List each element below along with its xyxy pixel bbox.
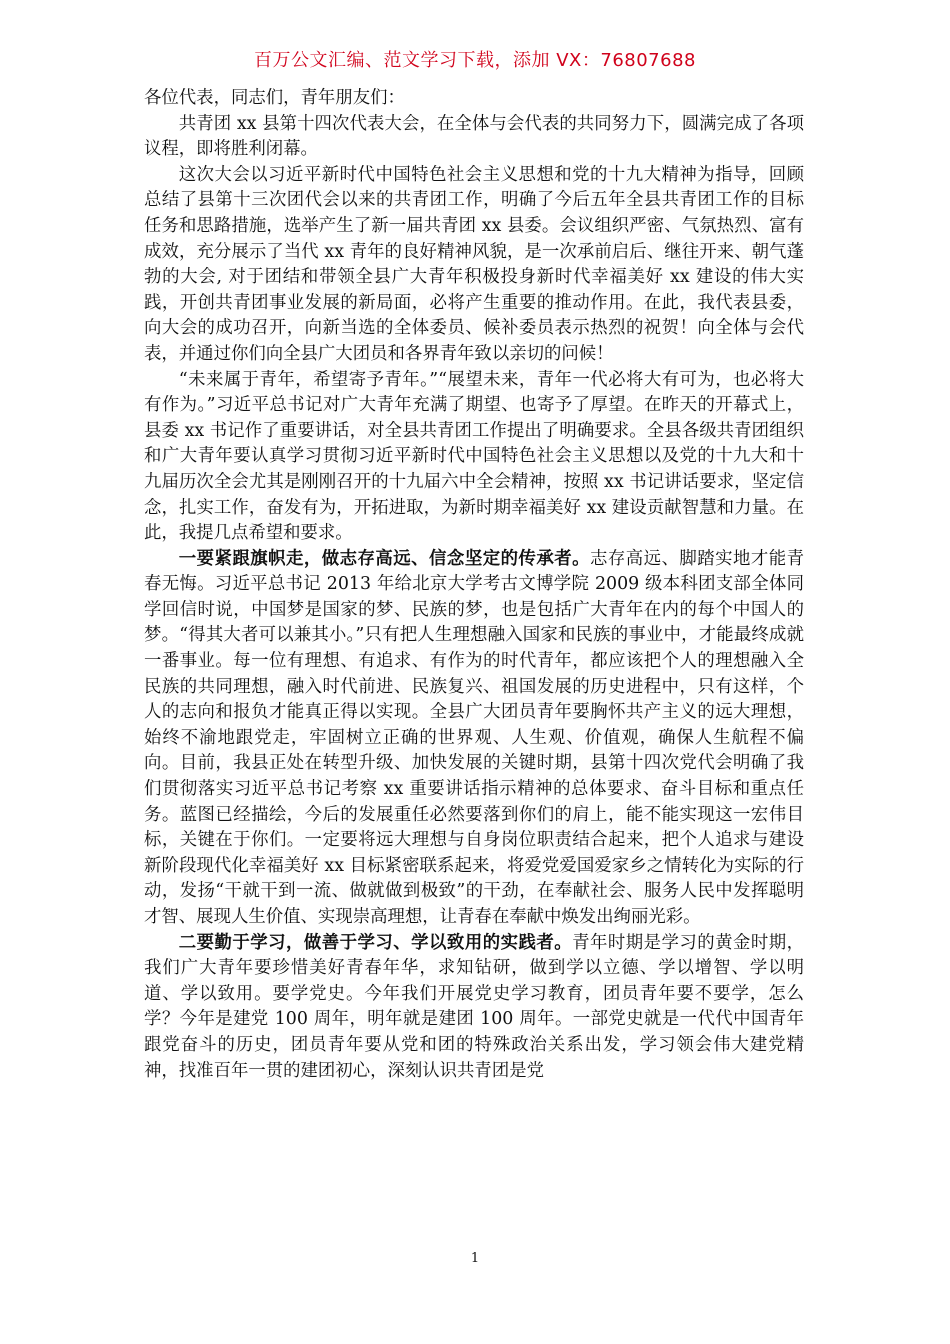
paragraph-1: [144, 112, 804, 163]
paragraph-4: [144, 547, 804, 931]
paragraph-5: [144, 931, 804, 1085]
paragraph-text: 这次大会以习近平新时代中国特色社会主义思想和党的十九大精神为指导，回顾总结了县第十三次团代会以来的共青团工作，明确了今后五年全县共青团工作的目标任务和思路措施，选举产生了新一届共青团 xx 县委。会议组织严密、气氛热烈、富有成效，充分展示了当代 xx 青年的良好精神风貌，是一次承前启后、继往开来、朝气蓬勃的大会, 对于团结和带领全县广大青年积极投身新时代幸福美好 xx 建设的伟大实践，开创共青团事业发展的新局面，必将产生重要的推动作用。在此，我代表县委，向大会的成功召开，向新当选的全体委员、候补委员表示热烈的祝贺！向全体与会代表，并通过你们向全县广大团员和各界青年致以亲切的问候！: [144, 164, 804, 364]
paragraph-text: 志存高远、脚踏实地才能青春无悔。习近平总书记 2013 年给北京大学考古文博学院 2009 级本科团支部全体同学回信时说，中国梦是国家的梦、民族的梦，也是包括广大青年在内的每个中国人的梦。“得其大者可以兼其小。”只有把人生理想融入国家和民族的事业中，才能最终成就一番事业。每一位有理想、有追求、有作为的时代青年，都应该把个人的理想融入全民族的共同理想，融入时代前进、民族复兴、祖国发展的历史进程中，只有这样，个人的志向和报负才能真正得以实现。全县广大团员青年要胸怀共产主义的远大理想，始终不渝地跟党走，牢固树立正确的世界观、人生观、价值观，确保人生航程不偏向。目前，我县正处在转型升级、加快发展的关键时期，县第十四次党代会明确了我们贯彻落实习近平总书记考察 xx 重要讲话指示精神的总体要求、奋斗目标和重点任务。蓝图已经描绘，今后的发展重任必然要落到你们的肩上，能不能实现这一宏伟目标，关键在于你们。一定要将远大理想与自身岗位职责结合起来，把个人追求与建设新阶段现代化幸福美好 xx 目标紧密联系起来，将爱党爱国爱家乡之情转化为实际的行动，发扬“干就干到一流、做就做到极致”的干劲，在奉献社会、服务人民中发挥聪明才智、展现人生价值、实现崇高理想，让青春在奉献中焕发出绚丽光彩。: [144, 548, 804, 927]
paragraph-3: [144, 368, 804, 547]
paragraph-text: 青年时期是学习的黄金时期，我们广大青年要珍惜美好青春年华，求知钻研，做到学以立德、学以增智、学以明道、学以致用。要学党史。今年我们开展党史学习教育，团员青年要不要学，怎么学？今年是建党 100 周年，明年就是建团 100 周年。一部党史就是一代代中国青年跟党奋斗的历史，团员青年要从党和团的特殊政治关系出发，学习领会伟大建党精神，找准百年一贯的建团初心，深刻认识共青团是党: [144, 932, 804, 1081]
page-number: 1: [470, 1251, 480, 1266]
paragraph-2: [144, 163, 804, 368]
paragraph-heading: 二要勤于学习，做善于学习、学以致用的实践者。: [178, 932, 573, 953]
paragraph-text: 共青团 xx 县第十四次代表大会，在全体与会代表的共同努力下，圆满完成了各项议程，即将胜利闭幕。: [144, 113, 804, 160]
salutation: 各位代表，同志们，青年朋友们：: [144, 88, 405, 108]
paragraph-text: “未来属于青年，希望寄予青年。”“展望未来，青年一代必将大有可为，也必将大有作为。”习近平总书记对广大青年充满了期望、也寄予了厚望。在昨天的开幕式上，县委 xx 书记作了重要讲话，对全县共青团工作提出了明确要求。全县各级共青团组织和广大青年要认真学习贯彻习近平新时代中国特色社会主义思想以及党的十九大和十九届历次全会尤其是刚刚召开的十九届六中全会精神，按照 xx 书记讲话要求，坚定信念，扎实工作，奋发有为，开拓进取，为新时期幸福美好 xx 建设贡献智慧和力量。在此，我提几点希望和要求。: [144, 369, 804, 544]
paragraph-heading: 一要紧跟旗帜走，做志存高远、信念坚定的传承者。: [178, 548, 590, 569]
header-banner: 百万公文汇编、范文学习下载，添加 VX：76807688: [254, 50, 696, 71]
document-body: [144, 86, 804, 1084]
